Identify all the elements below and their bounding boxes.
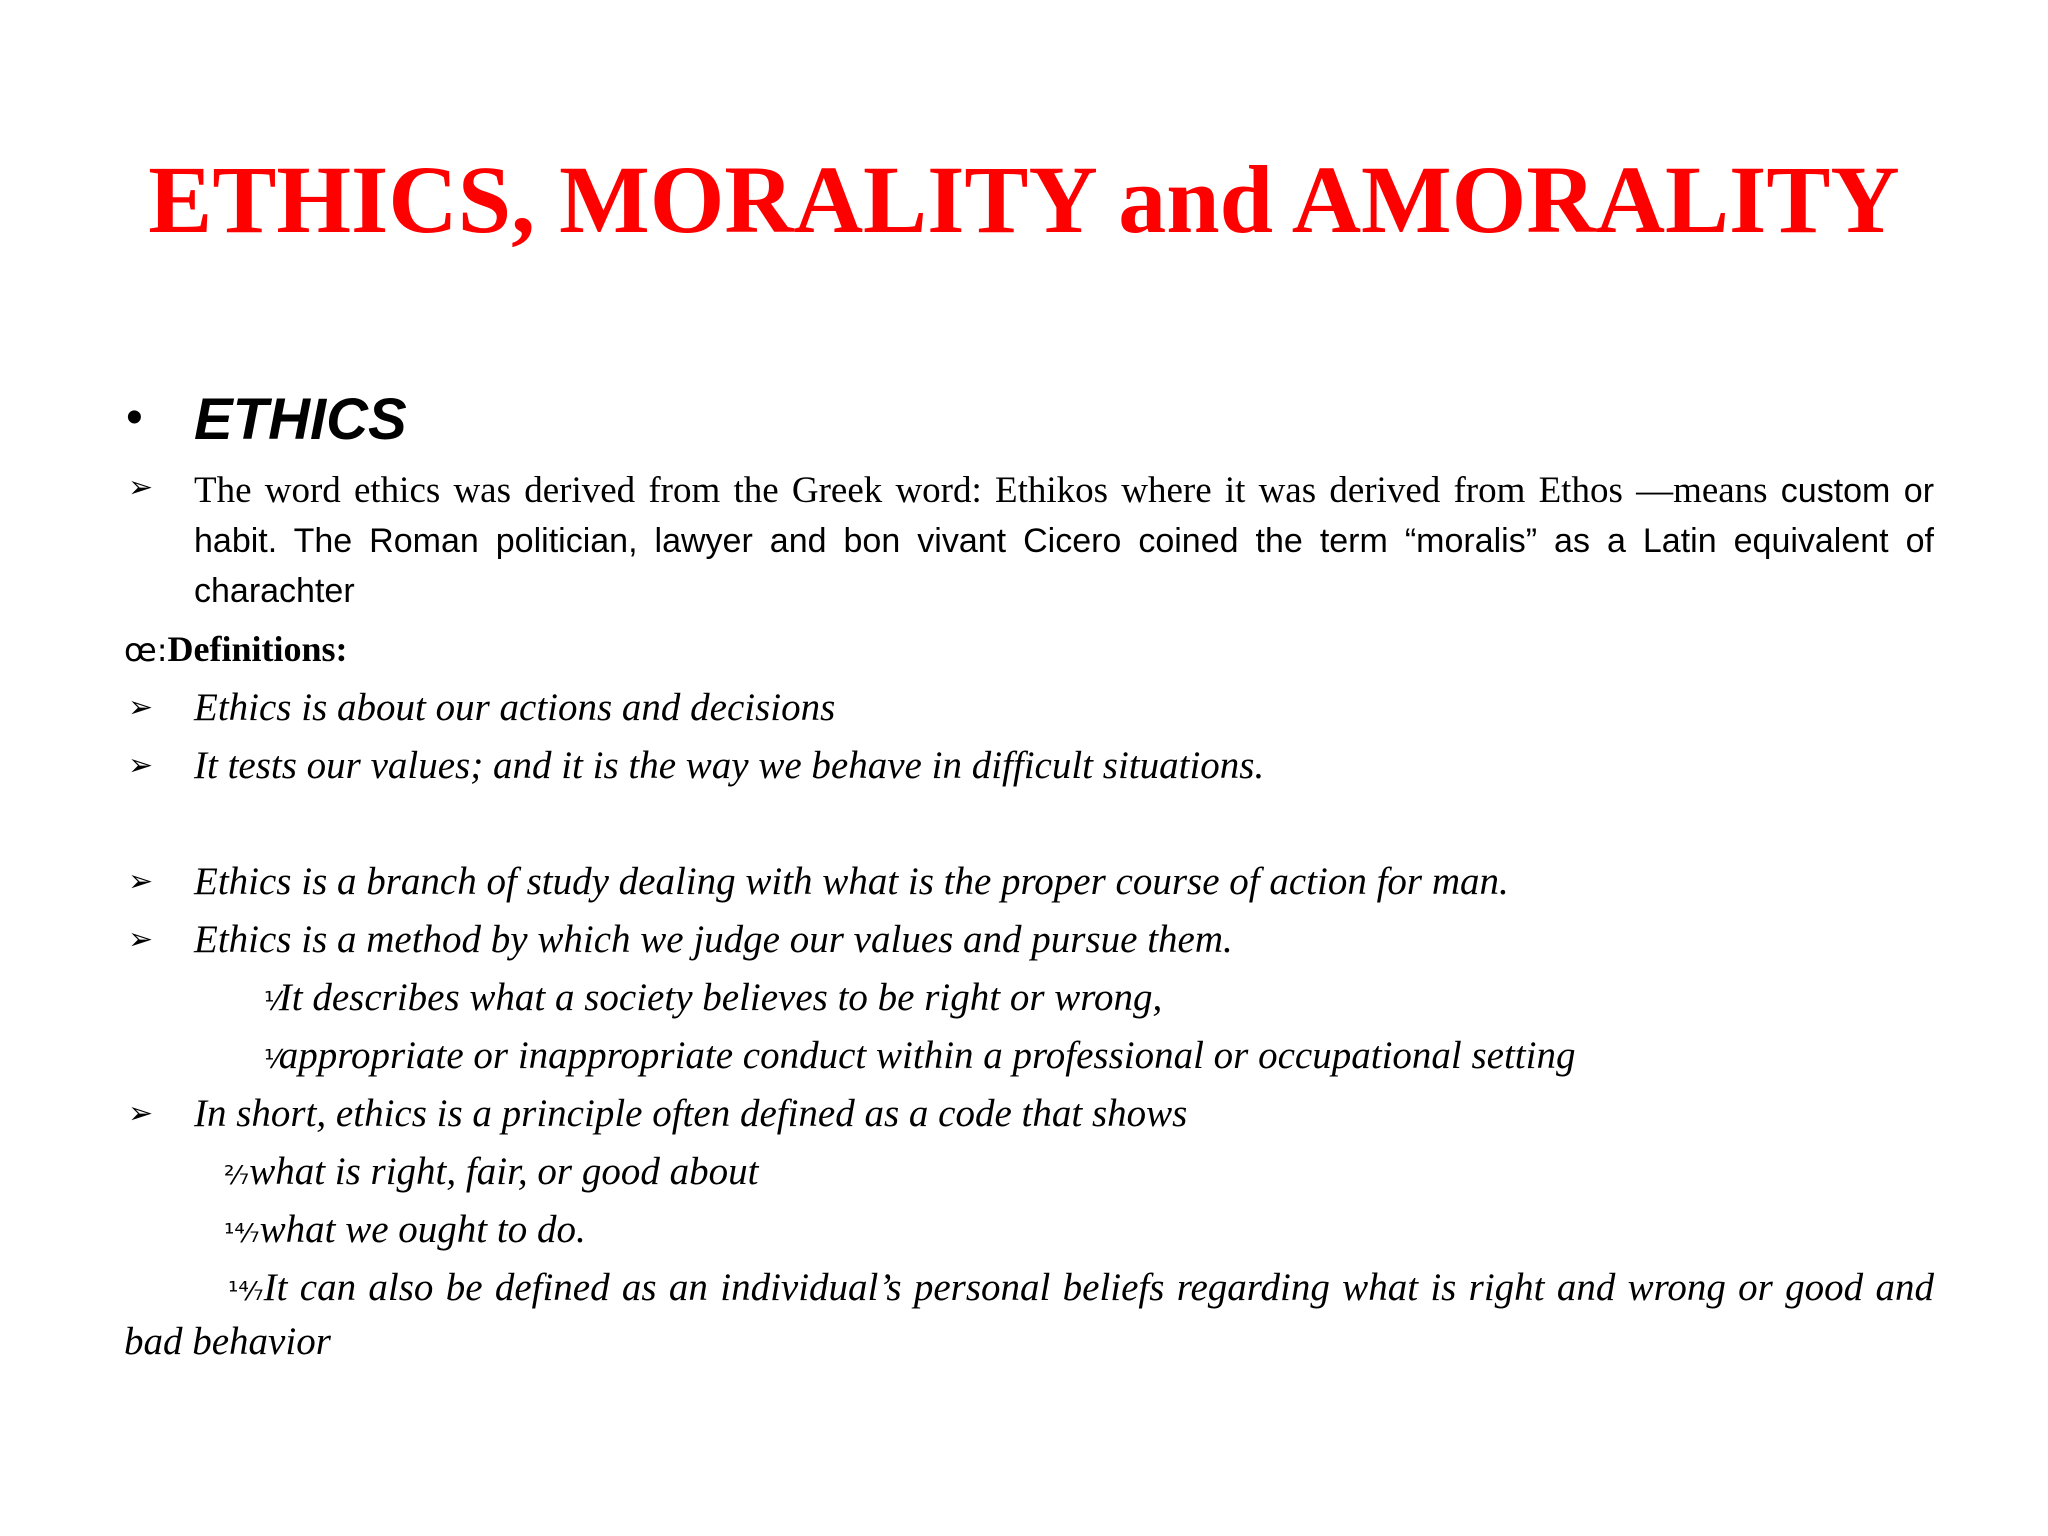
definitions-label [124,627,348,672]
intro-paragraph [194,466,1934,616]
fraction-marker-icon: ¹⁴⁄₇ [228,1277,264,1307]
arrow-bullet-icon: ➢ [128,748,154,783]
arrow-bullet-icon: ➢ [128,864,154,899]
list-item: Ethics is a method by which we judge our values and pursue them. [194,918,1233,961]
sub-list-item-text: appropriate or inappropriate conduct within a professional or occupational setting [278,1034,1576,1077]
sub-list-item-text: It describes what a society believes to be right or wrong, [278,976,1163,1019]
sub-list-item-text: what is right, fair, or good about [249,1150,759,1193]
definitions-prefix: œ: [124,631,168,669]
fraction-marker-icon: ¹⁴⁄₇ [224,1219,260,1249]
arrow-bullet-icon: ➢ [128,690,154,725]
list-item: It tests our values; and it is the way we behave in difficult situations. [194,744,1265,787]
sub-list-item [264,975,1162,1025]
arrow-bullet-icon: ➢ [128,470,154,505]
sub-list-item [224,1149,758,1199]
arrow-bullet-icon: ➢ [128,1096,154,1131]
section-heading: ETHICS [194,387,407,452]
definitions-text: Definitions: [167,629,348,669]
bullet-dot: • [126,391,143,444]
sub-list-item [224,1207,586,1257]
list-item: Ethics is a branch of study dealing with what is the proper course of action for man. [194,860,1509,903]
closing-text: It can also be defined as an individual’s personal beliefs regarding what is right and wrong or good and bad behavior [124,1266,1934,1363]
fraction-marker-icon: ⅟ [264,1045,279,1075]
slide-title: ETHICS, MORALITY and AMORALITY [148,146,1900,253]
intro-sans-text: custom or habit. The Roman politician, lawyer and bon vivant Cicero coined the term “moralis” as a Latin equivalent of charachter [194,472,1935,610]
fraction-marker-icon: ²⁄₇ [224,1161,250,1191]
closing-paragraph [124,1263,1934,1367]
sub-list-item-text: what we ought to do. [259,1208,586,1251]
summary-item: In short, ethics is a principle often defined as a code that shows [194,1092,1188,1135]
sub-list-item [264,1033,1575,1083]
intro-serif-text: The word ethics was derived from the Greek word: Ethikos where it was derived from Ethos —means [194,470,1768,511]
fraction-marker-icon: ⅟ [264,987,279,1017]
arrow-bullet-icon: ➢ [128,922,154,957]
list-item: Ethics is about our actions and decisions [194,686,836,729]
